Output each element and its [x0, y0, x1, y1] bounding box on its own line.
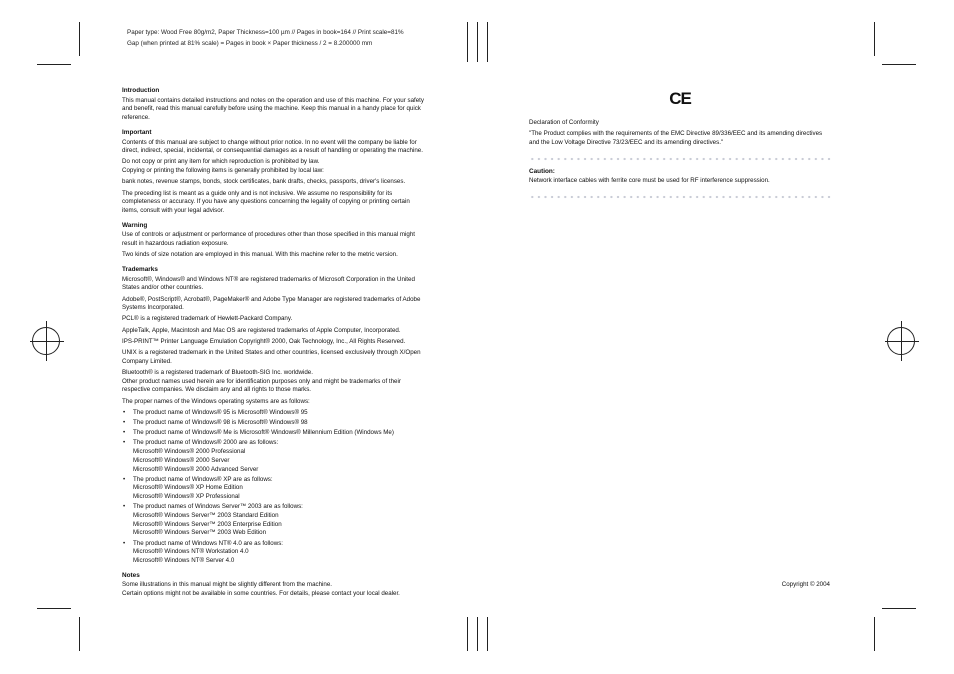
windows-name-item: [122, 439, 424, 474]
dotted-divider: [529, 195, 831, 199]
important-heading: Important: [122, 128, 152, 136]
crop-mark: [487, 617, 488, 651]
left-page-column: [122, 87, 424, 601]
right-page-column: [529, 89, 831, 206]
windows-name-item: [122, 419, 424, 428]
windows-name-main: The product name of Windows® 2000 are as follows:: [133, 439, 279, 447]
crop-mark: [30, 341, 64, 342]
windows-name-item: [122, 476, 424, 502]
dotted-divider: [529, 157, 831, 161]
trademark-text: AppleTalk, Apple, Macintosh and Mac OS are registered trademarks of Apple Computer, Incorporated.: [122, 326, 401, 334]
crop-mark: [885, 341, 919, 342]
crop-mark: [882, 608, 916, 609]
declaration-heading: Declaration of Conformity: [529, 119, 599, 126]
windows-edition-name: Microsoft® Windows NT® Workstation 4.0: [133, 548, 249, 556]
windows-name-item: [122, 409, 424, 418]
print-spec-line-1: Paper type: Wood Free 80g/m2, Paper Thickness=100 µm // Pages in book=164 // Print scale=81%: [127, 29, 404, 36]
crop-mark: [467, 22, 468, 62]
warning-heading: Warning: [122, 221, 148, 229]
crop-mark: [79, 617, 80, 651]
print-spec-header: [127, 27, 404, 49]
print-spec-line-2: Gap (when printed at 81% scale) = Pages in book × Paper thickness / 2 = 8.200000 mm: [127, 40, 373, 47]
crop-mark: [882, 64, 916, 65]
crop-mark: [874, 617, 875, 651]
windows-name-main: The product names of Windows Server™ 2003 are as follows:: [133, 503, 303, 511]
crop-mark: [477, 617, 478, 651]
windows-edition-name: Microsoft® Windows® XP Professional: [133, 493, 240, 501]
caution-heading: Caution:: [529, 167, 555, 175]
windows-edition-name: Microsoft® Windows Server™ 2003 Web Edition: [133, 529, 267, 537]
windows-name-main: The product name of Windows® 95 is Microsoft® Windows® 95: [133, 408, 308, 416]
important-text-2: Do not copy or print any item for which reproduction is prohibited by law.: [122, 158, 320, 166]
trademark-text: IPS-PRINT™ Printer Language Emulation Copyright® 2000, Oak Technology, Inc., All Rights Reserved.: [122, 337, 406, 345]
trademark-text: PCL® is a registered trademark of Hewlett-Packard Company.: [122, 315, 293, 323]
important-text-3: Copying or printing the following items is generally prohibited by local law:: [122, 167, 324, 175]
windows-edition-name: Microsoft® Windows Server™ 2003 Standard Edition: [133, 512, 279, 520]
declaration-text: "The Product complies with the requirements of the EMC Directive 89/336/EEC and its amending directives and the Low Voltage Directive 73/23/EEC and its amending directives.": [529, 130, 823, 146]
introduction-heading: Introduction: [122, 87, 160, 94]
notes-text-1: Some illustrations in this manual might be slightly different from the machine.: [122, 581, 333, 589]
windows-name-main: The product name of Windows NT® 4.0 are as follows:: [133, 539, 284, 547]
windows-names-list: [122, 409, 424, 566]
trademarks-heading: Trademarks: [122, 265, 158, 273]
warning-text-1: Use of controls or adjustment or performance of procedures other than those specified in this manual might result in hazardous radiation exposure.: [122, 231, 416, 248]
trademark-text: UNIX is a registered trademark in the United States and other countries, licensed exclusively through X/Open Company Limited.: [122, 349, 421, 365]
crop-mark: [37, 64, 71, 65]
windows-name-item: [122, 540, 424, 566]
windows-name-main: The product name of Windows® XP are as follows:: [133, 475, 273, 483]
windows-name-main: The product name of Windows® Me is Microsoft® Windows® Millennium Edition (Windows Me): [133, 429, 394, 437]
introduction-text: This manual contains detailed instructions and notes on the operation and use of this machine. For your safety and benefit, read this manual carefully before using the machine. Keep this manual in a handy place for quick reference.: [122, 96, 424, 122]
windows-edition-name: Microsoft® Windows® 2000 Advanced Server: [133, 465, 259, 473]
windows-edition-name: Microsoft® Windows® 2000 Professional: [133, 448, 246, 456]
important-text-1: Contents of this manual are subject to change without prior notice. In no event will the company be liable for direct, indirect, special, incidental, or consequential damages as a result of handling or operating the machine.: [122, 138, 423, 155]
windows-names-intro: The proper names of the Windows operating systems are as follows:: [122, 397, 310, 405]
crop-mark: [37, 608, 71, 609]
crop-mark: [467, 617, 468, 651]
notes-heading: Notes: [122, 571, 140, 579]
trademark-text: Microsoft®, Windows® and Windows NT® are registered trademarks of Microsoft Corporation in the United States and/or other countries.: [122, 275, 415, 292]
trademark-text: Bluetooth® is a registered trademark of Bluetooth-SIG Inc. worldwide.: [122, 368, 313, 376]
windows-edition-name: Microsoft® Windows® XP Home Edition: [133, 484, 243, 492]
crop-mark: [477, 22, 478, 62]
warning-text-2: Two kinds of size notation are employed in this manual. With this machine refer to the metric version.: [122, 251, 398, 259]
trademark-text: Adobe®, PostScript®, Acrobat®, PageMaker® and Adobe Type Manager are registered trademarks of Adobe Systems Incorporated.: [122, 295, 421, 312]
copyright-notice: Copyright © 2004: [781, 581, 830, 588]
notes-text-2: Certain options might not be available in some countries. For details, please contact your local dealer.: [122, 590, 400, 598]
windows-name-item: [122, 429, 424, 438]
windows-name-item: [122, 503, 424, 538]
crop-mark: [487, 22, 488, 62]
important-text-5: The preceding list is meant as a guide only and is not inclusive. We assume no responsibility for its completeness or accuracy. If you have any questions concerning the legality of copying or printing certain items, consult with your legal advisor.: [122, 189, 410, 214]
crop-mark: [79, 22, 80, 56]
ce-mark-logo: CE: [669, 89, 691, 108]
caution-text: Network interface cables with ferrite core must be used for RF interference suppression.: [529, 177, 770, 185]
windows-edition-name: Microsoft® Windows NT® Server 4.0: [133, 557, 235, 565]
crop-mark: [874, 22, 875, 56]
windows-edition-name: Microsoft® Windows Server™ 2003 Enterprise Edition: [133, 520, 282, 528]
important-text-4: bank notes, revenue stamps, bonds, stock certificates, bank drafts, checks, passports, driver's licenses.: [122, 178, 406, 186]
windows-name-main: The product name of Windows® 98 is Microsoft® Windows® 98: [133, 419, 308, 426]
trademark-text: Other product names used herein are for identification purposes only and might be trademarks of their respective companies. We disclaim any and all rights to those marks.: [122, 377, 401, 394]
windows-edition-name: Microsoft® Windows® 2000 Server: [133, 456, 230, 464]
